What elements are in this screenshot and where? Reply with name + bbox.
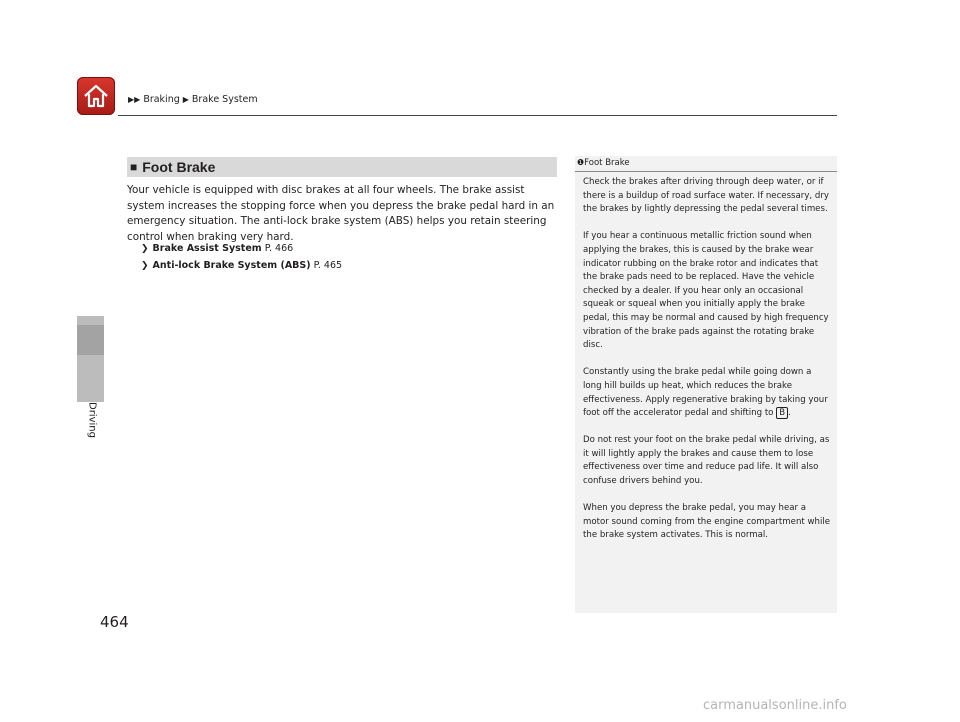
breadcrumb-item-brake-system[interactable]: Brake System (191, 94, 258, 105)
note-regen-text: Constantly using the brake pedal while going down a long hill builds up heat, which reduces the brake effectiveness. Apply regenerative braking by taking your foot off the accelerator pedal and shifting to (583, 367, 828, 419)
note-paragraph: When you depress the brake pedal, you may hear a motor sound coming from the engine compartment while the brake system activates. This is normal. (583, 503, 831, 541)
chapter-tab-marker[interactable] (77, 325, 104, 355)
section-heading-text: Foot Brake (142, 159, 216, 175)
xref-abs[interactable] (141, 260, 342, 271)
breadcrumb-arrow-icon: ▶▶ (128, 95, 141, 104)
xref-page: P. 465 (313, 260, 343, 271)
chapter-tab-label: Driving (86, 402, 98, 438)
xref-arrow-icon: ❯ (141, 244, 149, 254)
note-title (577, 158, 630, 168)
xref-arrow-icon: ❯ (141, 261, 149, 271)
note-title-text: Foot Brake (584, 158, 630, 168)
section-body: Your vehicle is equipped with disc brakes at all four wheels. The brake assist system increases the stopping force when you depress the brake pedal hard in an emergency situation. The anti-lock brake system (ABS) helps you retain steering control when braking very hard. (127, 184, 555, 243)
note-paragraph: Do not rest your foot on the brake pedal while driving, as it will lightly apply the brakes and cause them to lose effectiveness over time and reduce pad life. It will also confuse drivers behind you. (583, 435, 830, 487)
square-bullet-icon: ■ (130, 160, 138, 174)
b-key-icon: B (776, 407, 788, 419)
section-heading (127, 157, 557, 177)
breadcrumb-arrow-icon: ▶ (182, 95, 189, 104)
xref-page: P. 466 (264, 243, 294, 254)
note-body (583, 176, 831, 557)
note-paragraph: If you hear a continuous metallic friction sound when applying the brakes, this is caused by the brake wear indicator rubbing on the brake rotor and indicates that the brake pads need to be replaced. Have the vehicle checked by a dealer. If you hear only an occasional squeak or squeal when you initially apply the brake pedal, this may be normal and caused by high frequency vibration of the brake pads against the rotating brake disc. (583, 231, 829, 351)
note-regen-end: . (788, 408, 791, 419)
breadcrumb (128, 94, 258, 105)
xref-title: Anti-lock Brake System (ABS) (152, 260, 311, 271)
header-divider (118, 115, 837, 116)
xref-brake-assist[interactable] (141, 243, 293, 254)
xref-title: Brake Assist System (152, 243, 262, 254)
home-icon[interactable] (77, 77, 115, 115)
note-paragraph: Check the brakes after driving through deep water, or if there is a buildup of road surface water. If necessary, dry the brakes by lightly depressing the pedal several times. (583, 177, 829, 215)
breadcrumb-item-braking[interactable]: Braking (143, 94, 180, 105)
note-divider (575, 171, 837, 172)
page-number: 464 (100, 613, 129, 631)
watermark: carmanualsonline.info (703, 698, 847, 713)
note-paragraph-regen (583, 366, 831, 420)
note-icon: ❶ (577, 158, 585, 167)
